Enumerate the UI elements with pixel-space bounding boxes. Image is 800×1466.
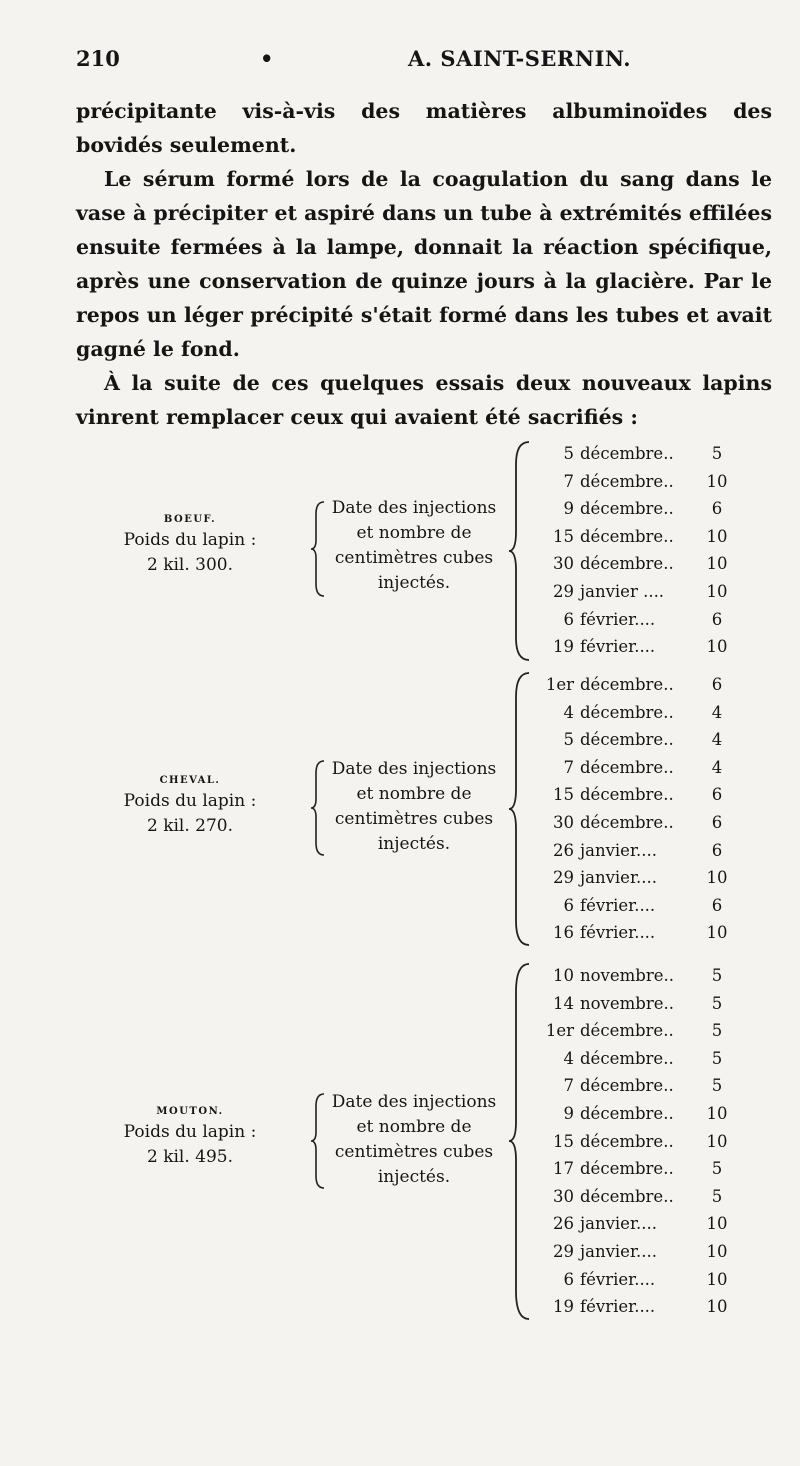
animal-name: CHEVAL.	[159, 775, 221, 786]
injection-cc-value: 10	[706, 1103, 728, 1123]
animal-name: MOUTON.	[156, 1106, 224, 1117]
injection-day: 30	[553, 1186, 574, 1206]
injection-day: 7	[563, 757, 574, 777]
injection-month: décembre..	[580, 1048, 674, 1068]
injection-description: Date des injections et nombre de centimètres cubes injectés.	[331, 1092, 497, 1187]
rabbit-info	[90, 512, 290, 578]
injection-row	[536, 1072, 746, 1100]
injection-row	[536, 962, 746, 990]
injection-day: 1er	[545, 675, 574, 694]
injection-row	[536, 671, 746, 699]
injection-cc-value: 6	[711, 840, 723, 860]
injection-month: décembre..	[580, 1159, 674, 1179]
rabbit-info	[90, 1104, 290, 1170]
injection-row	[536, 1183, 746, 1211]
injection-dates-list	[536, 962, 746, 1321]
injection-day: 6	[563, 609, 574, 629]
right-brace	[507, 671, 535, 947]
header-separator: •	[260, 46, 274, 71]
injection-month: janvier....	[580, 868, 657, 888]
injection-cc-value: 4	[711, 757, 723, 777]
injection-row	[536, 633, 746, 661]
injection-day: 4	[563, 702, 574, 722]
page-number: 210	[76, 46, 120, 71]
running-header	[76, 46, 736, 80]
injection-row	[536, 754, 746, 782]
injection-month: décembre..	[580, 675, 674, 694]
injection-row	[536, 578, 746, 606]
injection-month: février....	[580, 1297, 656, 1317]
injection-month: décembre..	[580, 1186, 674, 1206]
injection-cc-value: 5	[711, 1076, 723, 1096]
injection-cc-value: 5	[711, 966, 723, 985]
injection-day: 5	[563, 444, 574, 463]
injection-cc-value: 5	[711, 444, 723, 463]
injection-row	[536, 606, 746, 634]
injection-row	[536, 781, 746, 809]
injection-month: décembre..	[580, 730, 674, 750]
injection-day: 7	[563, 1076, 574, 1096]
running-title: A. SAINT-SERNIN.	[408, 46, 632, 71]
injection-day: 6	[563, 1269, 574, 1289]
injection-cc-value: 10	[706, 637, 728, 657]
injection-row	[536, 837, 746, 865]
weight-label: Poids du lapin :	[123, 791, 257, 811]
injection-description: Date des injections et nombre de centimètres cubes injectés.	[331, 498, 497, 593]
injection-row	[536, 864, 746, 892]
injection-table-boeuf	[0, 440, 800, 662]
injection-day: 4	[563, 1048, 574, 1068]
injection-cc-value: 10	[706, 1241, 728, 1261]
injection-cc-value: 10	[706, 923, 728, 943]
injection-month: novembre..	[580, 993, 674, 1013]
injection-day: 17	[553, 1159, 574, 1179]
injection-day: 30	[553, 554, 574, 574]
injection-row	[536, 1017, 746, 1045]
injection-row	[536, 1293, 746, 1321]
injection-day: 14	[553, 993, 574, 1013]
injection-row	[536, 726, 746, 754]
injection-row	[536, 699, 746, 727]
injection-dates-list	[536, 671, 746, 947]
injection-month: février....	[580, 923, 656, 943]
injection-cc-value: 10	[706, 471, 728, 491]
injection-month: décembre..	[580, 1021, 674, 1041]
injection-month: décembre..	[580, 702, 674, 722]
weight-label: Poids du lapin :	[123, 530, 257, 550]
injection-row	[536, 523, 746, 551]
injection-row	[536, 550, 746, 578]
injection-row	[536, 990, 746, 1018]
injection-day: 29	[553, 1241, 574, 1261]
injection-day: 19	[553, 637, 574, 657]
injection-table-cheval	[0, 671, 800, 947]
injection-row	[536, 495, 746, 523]
injection-month: décembre..	[580, 471, 674, 491]
body-text	[76, 94, 772, 434]
injection-cc-value: 6	[711, 499, 723, 519]
weight-value: 2 kil. 300.	[146, 555, 234, 575]
injection-cc-value: 5	[711, 993, 723, 1013]
injection-cc-value: 6	[711, 895, 723, 915]
injection-cc-value: 10	[706, 581, 728, 601]
injection-day: 5	[563, 730, 574, 750]
injection-row	[536, 440, 746, 468]
injection-day: 26	[553, 840, 574, 860]
injection-month: février....	[580, 895, 656, 915]
injection-cc-value: 6	[711, 675, 723, 694]
injection-row	[536, 1210, 746, 1238]
injection-cc-value: 5	[711, 1048, 723, 1068]
injection-day: 26	[553, 1214, 574, 1234]
injection-row	[536, 809, 746, 837]
injection-month: décembre..	[580, 554, 674, 574]
injection-cc-value: 10	[706, 526, 728, 546]
injection-cc-value: 10	[706, 554, 728, 574]
injection-month: décembre..	[580, 526, 674, 546]
injection-day: 1er	[545, 1021, 574, 1041]
paragraph-continuation: précipitante vis-à-vis des matières albuminoïdes des bovidés seulement.	[76, 99, 772, 157]
injection-row	[536, 919, 746, 947]
left-brace	[310, 500, 328, 598]
injection-row	[536, 1100, 746, 1128]
injection-day: 9	[563, 1103, 574, 1123]
injection-row	[536, 468, 746, 496]
injection-cc-value: 10	[706, 1131, 728, 1151]
animal-name: BOEUF.	[163, 514, 217, 525]
injection-row	[536, 1128, 746, 1156]
left-brace	[310, 759, 328, 857]
injection-month: février....	[580, 637, 656, 657]
injection-month: février....	[580, 1269, 656, 1289]
injection-cc-value: 6	[711, 812, 723, 832]
weight-value: 2 kil. 270.	[146, 816, 234, 836]
left-brace	[310, 1092, 328, 1190]
injection-month: décembre..	[580, 812, 674, 832]
injection-day: 15	[553, 1131, 574, 1151]
weight-value: 2 kil. 495.	[146, 1147, 234, 1167]
paragraph-new-rabbits: À la suite de ces quelques essais deux nouveaux lapins vinrent remplacer ceux qui avaient été sacrifiés :	[76, 371, 772, 429]
injection-cc-value: 4	[711, 730, 723, 750]
injection-cc-value: 10	[706, 1214, 728, 1234]
injection-day: 15	[553, 785, 574, 805]
injection-cc-value: 6	[711, 609, 723, 629]
injection-row	[536, 1266, 746, 1294]
injection-cc-value: 10	[706, 868, 728, 888]
injection-month: décembre..	[580, 1131, 674, 1151]
right-brace	[507, 962, 535, 1321]
injection-cc-value: 10	[706, 1269, 728, 1289]
injection-day: 19	[553, 1297, 574, 1317]
paragraph-serum: Le sérum formé lors de la coagulation du sang dans le vase à précipiter et aspiré dans un tube à extrémités effilées ensuite fermées à la lampe, donnait la réaction spécifique, après une conservation de quinze jours à la glacière. Par le repos un léger précipité s'était formé dans les tubes et avait gagné le fond.	[76, 167, 772, 361]
injection-table-mouton	[0, 962, 800, 1321]
injection-row	[536, 1155, 746, 1183]
injection-month: février....	[580, 609, 656, 629]
injection-row	[536, 1045, 746, 1073]
injection-day: 10	[553, 966, 574, 985]
injection-month: décembre..	[580, 444, 674, 463]
injection-day: 29	[553, 868, 574, 888]
injection-cc-value: 5	[711, 1159, 723, 1179]
injection-day: 7	[563, 471, 574, 491]
injection-day: 29	[553, 581, 574, 601]
right-brace	[507, 440, 535, 662]
injection-month: décembre..	[580, 1076, 674, 1096]
injection-cc-value: 10	[706, 1297, 728, 1317]
injection-day: 6	[563, 895, 574, 915]
injection-month: janvier....	[580, 840, 657, 860]
injection-cc-value: 4	[711, 702, 723, 722]
injection-cc-value: 5	[711, 1186, 723, 1206]
injection-month: décembre..	[580, 757, 674, 777]
injection-month: novembre..	[580, 966, 674, 985]
injection-month: janvier....	[580, 1214, 657, 1234]
injection-month: janvier....	[580, 1241, 657, 1261]
injection-description: Date des injections et nombre de centimètres cubes injectés.	[331, 759, 497, 854]
injection-cc-value: 6	[711, 785, 723, 805]
injection-dates-list	[536, 440, 746, 661]
injection-row	[536, 1238, 746, 1266]
injection-cc-value: 5	[711, 1021, 723, 1041]
injection-month: décembre..	[580, 1103, 674, 1123]
injection-month: décembre..	[580, 499, 674, 519]
injection-day: 30	[553, 812, 574, 832]
injection-month: décembre..	[580, 785, 674, 805]
injection-row	[536, 892, 746, 920]
rabbit-info	[90, 773, 290, 839]
injection-day: 9	[563, 499, 574, 519]
injection-day: 16	[553, 923, 574, 943]
injection-month: janvier ....	[580, 581, 665, 601]
injection-day: 15	[553, 526, 574, 546]
weight-label: Poids du lapin :	[123, 1122, 257, 1142]
